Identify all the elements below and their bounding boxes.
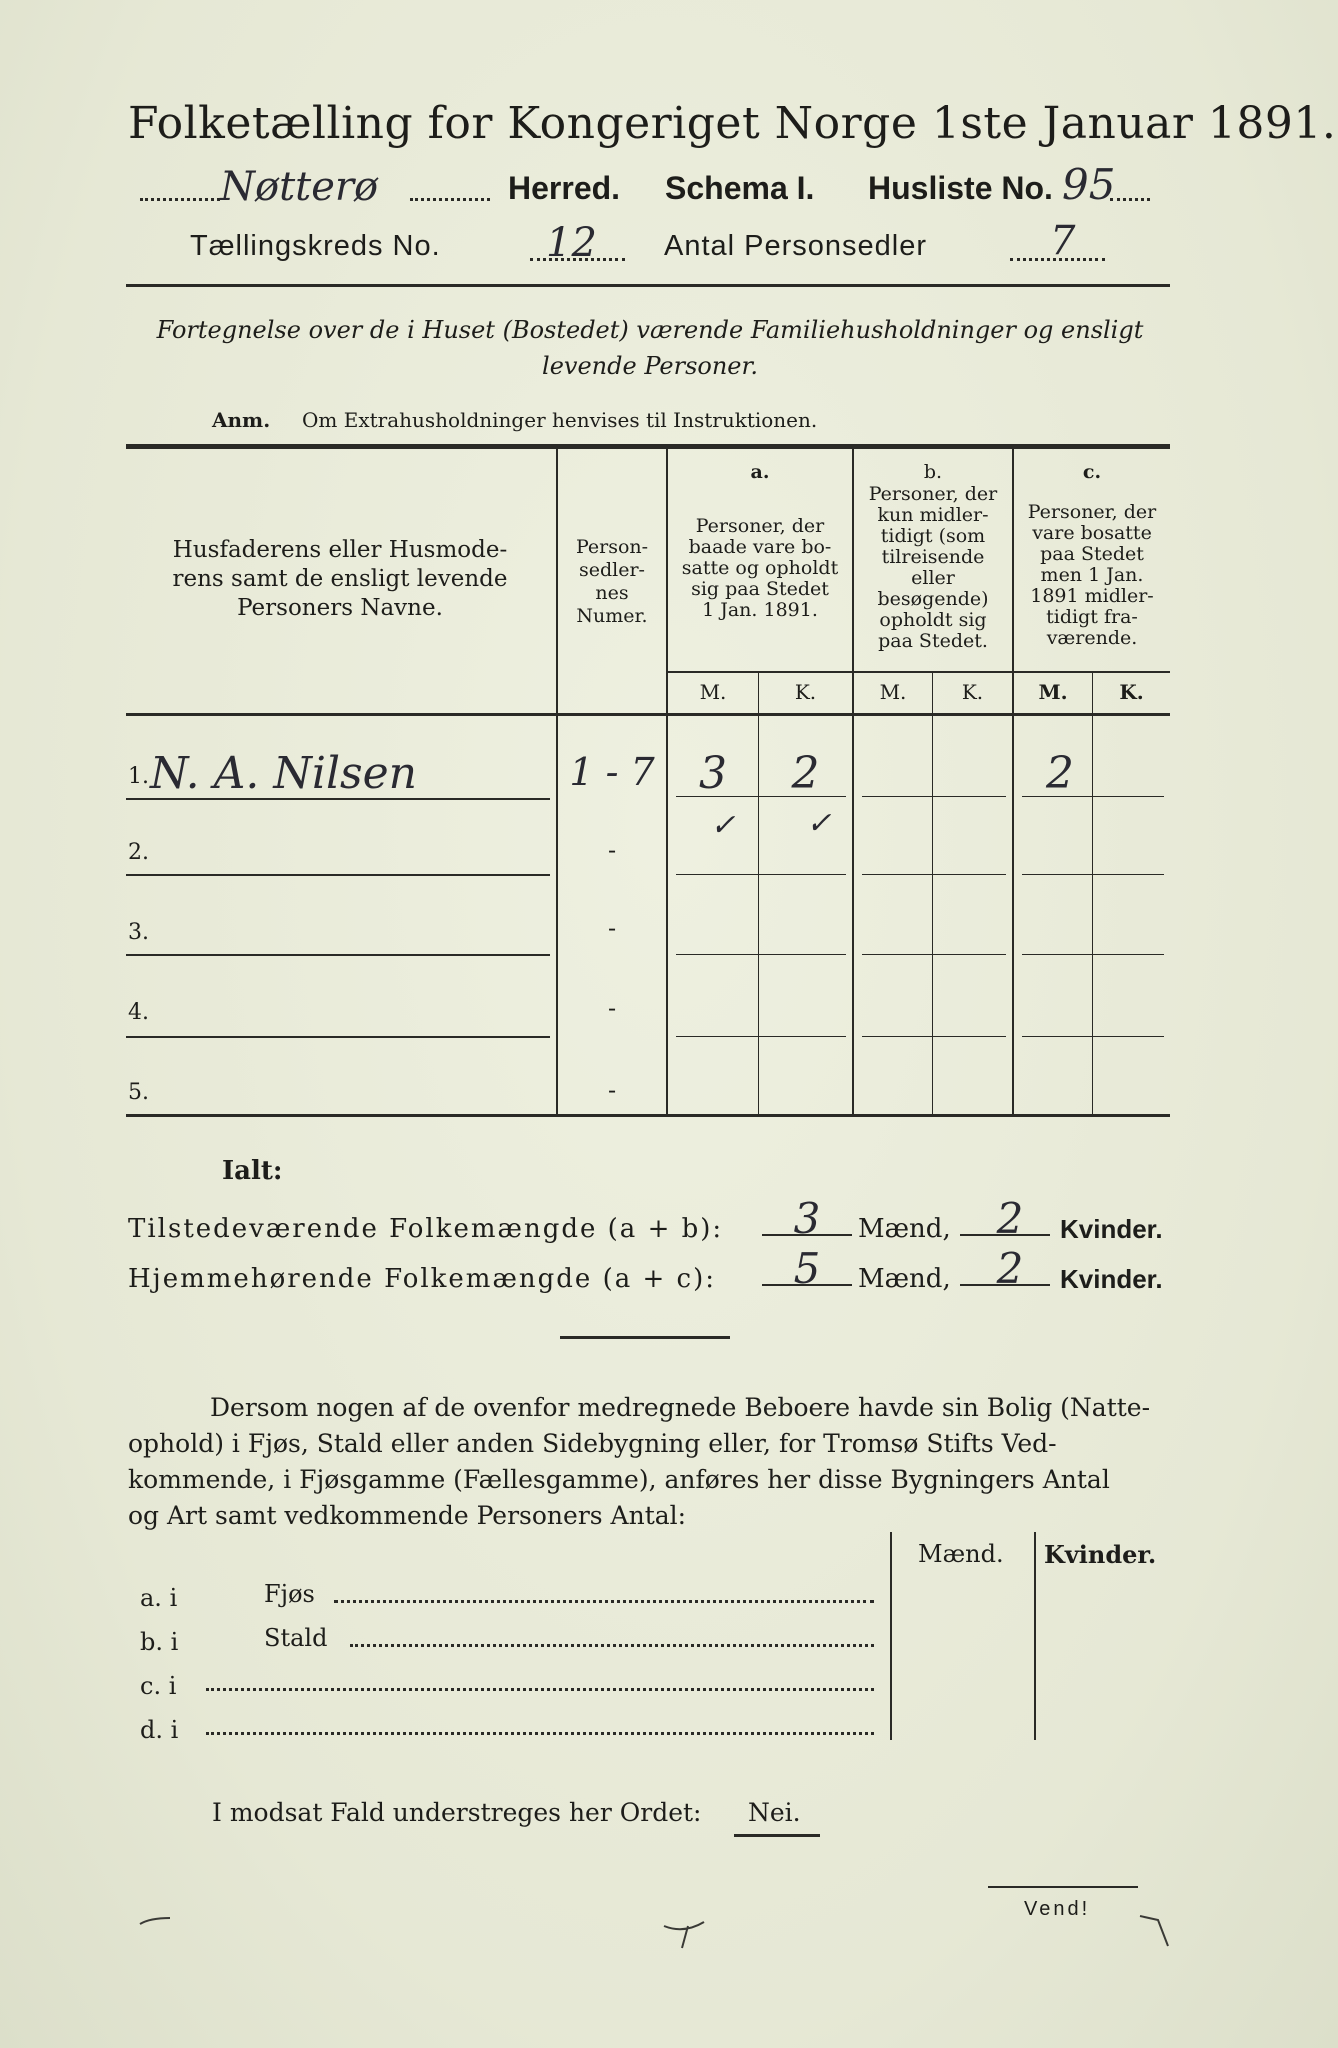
mk-b-k: K. <box>961 680 984 704</box>
form-title: Folketælling for Kongeriget Norge 1ste Januar 1891. <box>128 98 1337 149</box>
col-numer-line-4: Numer. <box>576 605 648 627</box>
hjemme-maend: Mænd, <box>858 1264 951 1294</box>
col-b-line-4: tilreisende <box>881 546 985 568</box>
col-c-line-6: tidigt fra- <box>1046 606 1138 628</box>
col-c-letter: c. <box>1082 461 1102 483</box>
col-b-line-6: besøgende) <box>877 588 989 610</box>
row-2-a-m: ✓ <box>710 808 736 843</box>
col-b-letter: b. <box>923 461 943 483</box>
bolig-a-label: Fjøs <box>264 1580 315 1608</box>
col-numer-line-3: nes <box>595 582 629 604</box>
tilstede-k-value: 2 <box>996 1194 1024 1243</box>
kreds-value: 12 <box>546 220 597 266</box>
col-b-line-7: opholdt sig <box>879 609 987 631</box>
col-b-line-3: tidigt (som <box>880 525 986 547</box>
schema-label: Schema I. <box>665 170 815 206</box>
col-names-line-1: Husfaderens eller Husmode- <box>172 537 508 563</box>
mk-b-m: M. <box>879 680 907 704</box>
mk-a-k: K. <box>794 680 817 704</box>
row-2-a-k: ✓ <box>806 806 832 841</box>
husliste-label: Husliste No. <box>868 170 1053 206</box>
row-3-num: 3. <box>128 920 149 945</box>
col-c-line-4: men 1 Jan. <box>1040 564 1144 586</box>
bolig-line-3: kommende, i Fjøsgamme (Fællesgamme), anføres her disse Bygningers Antal <box>128 1465 1110 1494</box>
stray-mark-2 <box>664 1922 704 1948</box>
col-b-line-1: Personer, der <box>868 483 998 505</box>
bolig-c-letter: c. i <box>140 1672 177 1700</box>
stray-mark-3 <box>1140 1916 1168 1946</box>
intro-line-2: levende Personer. <box>542 352 758 380</box>
intro-line-1: Fortegnelse over de i Huset (Bostedet) værende Familiehusholdninger og ensligt <box>156 316 1144 344</box>
stray-mark-1 <box>140 1918 170 1924</box>
bolig-b-letter: b. i <box>140 1628 179 1656</box>
hjemme-label: Hjemmehørende Folkemængde (a + c): <box>128 1264 716 1294</box>
col-a-line-1: Personer, der <box>695 515 825 537</box>
row-2-numer: - <box>607 836 617 864</box>
bolig-d-letter: d. i <box>140 1716 179 1744</box>
col-a-line-2: baade vare bo- <box>688 536 832 558</box>
mk-c-k: K. <box>1119 680 1144 704</box>
anm-text: Om Extrahusholdninger henvises til Instruktionen. <box>302 408 818 432</box>
hjemme-kvinder: Kvinder. <box>1060 1264 1163 1294</box>
row-1-name: N. A. Nilsen <box>150 748 418 799</box>
col-b-line-5: eller <box>911 567 955 589</box>
hjemme-k-value: 2 <box>996 1244 1024 1293</box>
col-numer-line-2: sedler- <box>579 559 645 581</box>
mk-c-m: M. <box>1038 680 1068 704</box>
hjemme-m-value: 5 <box>793 1244 821 1293</box>
antal-label: Antal Personsedler <box>664 230 928 262</box>
col-c-line-5: 1891 midler- <box>1030 585 1154 607</box>
herred-label: Herred. <box>508 170 621 206</box>
bolig-b-label: Stald <box>264 1624 328 1652</box>
modsat-text: I modsat Fald understreges her Ordet: <box>212 1798 702 1827</box>
row-4-num: 4. <box>128 1000 149 1025</box>
mk-a-m: M. <box>699 680 727 704</box>
row-5-num: 5. <box>128 1080 149 1105</box>
col-b-line-2: kun midler- <box>877 504 989 526</box>
col-names-line-2: rens samt de ensligt levende <box>172 566 508 592</box>
row-5-numer: - <box>607 1076 617 1104</box>
husliste-value: 95 <box>1062 160 1116 209</box>
ialt-label: Ialt: <box>222 1156 283 1186</box>
col-c-line-1: Personer, der <box>1027 501 1157 523</box>
col-c-line-2: vare bosatte <box>1032 522 1152 544</box>
tilstede-maend: Mænd, <box>858 1214 951 1244</box>
bolig-line-4: og Art samt vedkommende Personers Antal: <box>128 1501 687 1530</box>
col-a-line-5: 1 Jan. 1891. <box>702 599 818 621</box>
row-4-numer: - <box>607 994 617 1022</box>
anm-label: Anm. <box>212 408 271 432</box>
col-numer-line-1: Person- <box>575 536 649 558</box>
row-1-c-m: 2 <box>1046 748 1074 799</box>
col-a-letter: a. <box>750 461 770 483</box>
antal-value: 7 <box>1050 218 1076 264</box>
row-3-numer: - <box>607 914 617 942</box>
vend-text: Vend! <box>1024 1898 1091 1920</box>
bolig-head-kvinder: Kvinder. <box>1044 1540 1157 1569</box>
row-2-num: 2. <box>128 840 149 865</box>
row-1-num: 1. <box>128 764 149 789</box>
col-c-line-3: paa Stedet <box>1040 543 1144 565</box>
tilstede-m-value: 3 <box>793 1194 821 1243</box>
row-1-a-m: 3 <box>699 748 727 799</box>
col-a-line-4: sig paa Stedet <box>691 578 829 600</box>
bolig-line-2: ophold) i Fjøs, Stald eller anden Sidebygning eller, for Tromsø Stifts Ved- <box>128 1429 1057 1458</box>
kreds-label: Tællingskreds No. <box>190 230 441 262</box>
herred-value: Nøtterø <box>220 164 379 210</box>
col-c-line-7: værende. <box>1046 627 1138 649</box>
bolig-head-maend: Mænd. <box>918 1540 1004 1568</box>
col-b-line-8: paa Stedet. <box>878 630 988 652</box>
nei-word: Nei. <box>748 1798 801 1827</box>
tilstede-kvinder: Kvinder. <box>1060 1214 1163 1244</box>
col-a-line-3: satte og opholdt <box>681 557 839 579</box>
bolig-a-letter: a. i <box>140 1584 178 1612</box>
row-1-a-k: 2 <box>791 748 820 799</box>
bolig-line-1: Dersom nogen af de ovenfor medregnede Beboere havde sin Bolig (Natte- <box>210 1393 1151 1422</box>
col-names-line-3: Personers Navne. <box>237 595 443 621</box>
tilstede-label: Tilstedeværende Folkemængde (a + b): <box>128 1214 724 1244</box>
row-1-numer: 1 - 7 <box>569 750 655 794</box>
